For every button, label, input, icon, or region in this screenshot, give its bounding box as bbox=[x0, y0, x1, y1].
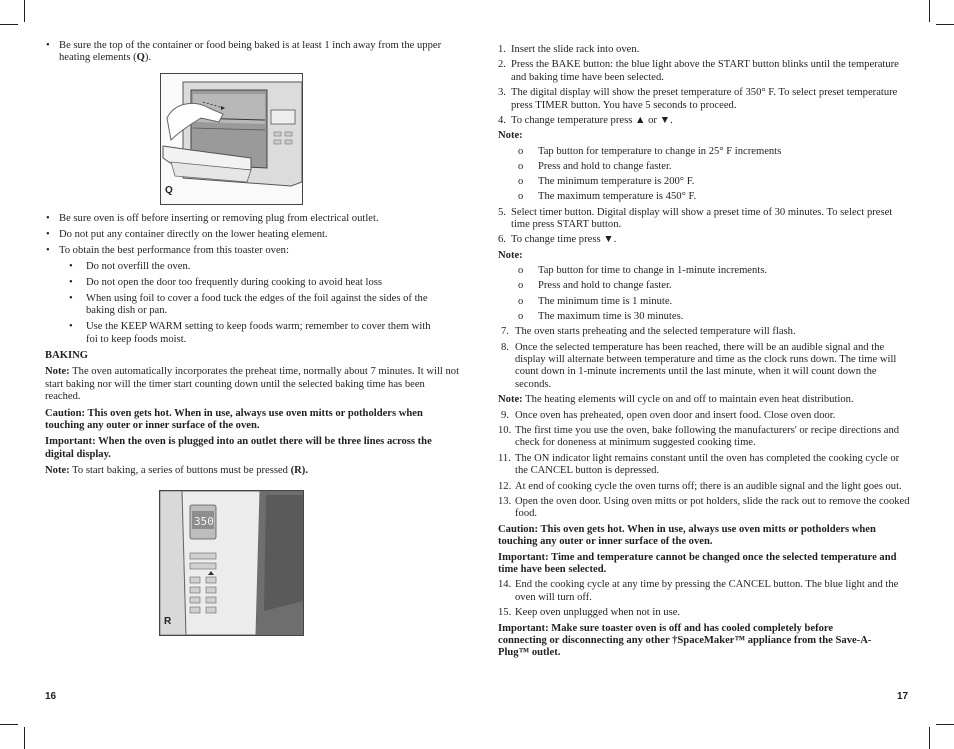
note-item-text: Press and hold to change faster. bbox=[538, 280, 672, 292]
note-label: Note: bbox=[498, 249, 523, 261]
note-bullet: o bbox=[518, 295, 524, 307]
bullet-item bbox=[45, 213, 460, 225]
step-text: Keep oven unplugged when not in use. bbox=[515, 607, 681, 619]
step-item bbox=[498, 453, 912, 478]
step-item bbox=[498, 496, 912, 521]
step-item bbox=[498, 207, 912, 232]
crop-mark-bl-v bbox=[24, 727, 25, 749]
sub-bullet-item bbox=[45, 293, 460, 318]
note-label: Note: bbox=[498, 394, 523, 406]
step-text: Open the oven door. Using oven mitts or pot holders, slide the rack out to remove the cooked food. bbox=[515, 495, 910, 520]
bullet-text: Do not put any container directly on the lower heating element. bbox=[59, 228, 328, 240]
note-item bbox=[498, 191, 912, 203]
note-text: The oven automatically incorporates the preheat time, normally about 7 minutes. It will not start baking nor will the timer start counting down until the selected baking time has been reached. bbox=[45, 366, 460, 403]
crop-mark-tr-v bbox=[929, 0, 930, 22]
step-number: 3. bbox=[498, 87, 506, 99]
step-item bbox=[498, 425, 912, 450]
note-item bbox=[498, 280, 912, 292]
bullet-dot: • bbox=[46, 244, 50, 256]
step-text: End the cooking cycle at any time by pressing the CANCEL button. The blue light and the oven will turn off. bbox=[515, 579, 899, 603]
note-item-text: The minimum time is 1 minute. bbox=[538, 295, 673, 307]
note-item-text: Tap button for time to change in 1-minute increments. bbox=[538, 265, 768, 277]
important-text: Important: Make sure toaster oven is off and has cooled completely before connecting or disconnecting any other †SpaceMaker™ appliance from the Save-A-Plug™ outlet. bbox=[498, 622, 872, 659]
note-start-baking bbox=[45, 465, 460, 477]
sub-bullet-text: Do not overfill the oven. bbox=[86, 260, 191, 272]
step-item bbox=[498, 234, 912, 246]
step-item bbox=[498, 481, 912, 493]
bullet-dot: • bbox=[69, 276, 73, 288]
note-baking bbox=[45, 366, 460, 403]
right-page bbox=[498, 44, 912, 660]
sub-bullet-item bbox=[45, 261, 460, 273]
step-number: 12. bbox=[498, 480, 512, 492]
caution-text: Caution: This oven gets hot. When in use, always use oven mitts or potholders when touching any outer or inner surface of the oven. bbox=[45, 407, 423, 432]
note-text: The heating elements will cycle on and off to maintain even heat distribution. bbox=[522, 394, 854, 406]
note-bullet: o bbox=[518, 280, 524, 292]
step-item bbox=[498, 59, 912, 84]
note-item-text: The minimum temperature is 200° F. bbox=[538, 176, 695, 188]
crop-mark-br-v bbox=[929, 727, 930, 749]
step-number: 6. bbox=[498, 234, 506, 246]
caution-text: Caution: This oven gets hot. When in use, always use oven mitts or potholders when touching any outer or inner surface of the oven. bbox=[498, 523, 876, 548]
sub-bullet-text: Use the KEEP WARM setting to keep foods warm; remember to cover them with foi to keep foods moist. bbox=[86, 321, 431, 345]
bullet-dot: • bbox=[46, 228, 50, 240]
step-text: Once oven has preheated, open oven door and insert food. Close oven door. bbox=[515, 409, 836, 421]
step-item bbox=[498, 87, 912, 112]
step-number: 14. bbox=[498, 579, 512, 591]
figure-r-label: R bbox=[164, 616, 172, 628]
crop-mark-bl-h bbox=[0, 724, 18, 725]
step-number: 4. bbox=[498, 115, 506, 127]
note-bullet: o bbox=[518, 145, 524, 157]
bullet-text: Be sure the top of the container or food being baked is at least 1 inch away from the upper heating elements ( bbox=[59, 40, 442, 64]
step-text: Select timer button. Digital display will show a preset time of 30 minutes. To select preset time press START button. bbox=[511, 206, 893, 231]
note-bullet: o bbox=[518, 161, 524, 173]
bullet-item bbox=[45, 40, 460, 65]
note-label: Note: bbox=[498, 130, 523, 142]
bullet-item bbox=[45, 229, 460, 241]
step-number: 7. bbox=[501, 326, 509, 338]
step-text: The digital display will show the preset temperature of 350° F. To select preset temperature press TIMER button. You have 5 seconds to proceed. bbox=[511, 87, 898, 111]
crop-mark-tl-h bbox=[0, 24, 18, 25]
bullet-dot: • bbox=[46, 212, 50, 224]
crop-mark-tl-v bbox=[24, 0, 25, 22]
note-bullet: o bbox=[518, 191, 524, 203]
note-item-text: The maximum temperature is 450° F. bbox=[538, 191, 697, 203]
bullet-text-end: ). bbox=[144, 52, 152, 64]
crop-mark-tr-h bbox=[936, 24, 954, 25]
step-number: 2. bbox=[498, 59, 506, 71]
note-item bbox=[498, 176, 912, 188]
step-number: 10. bbox=[498, 424, 512, 436]
step-text: Once the selected temperature has been reached, there will be an audible signal and the display will alternate between temperature and time as the clock runs down. The time will count down in 1-minute increments until the last minute, when it will count down the seconds. bbox=[515, 341, 897, 390]
sub-bullet-text: When using foil to cover a food tuck the edges of the foil against the sides of the baking dish or pan. bbox=[86, 292, 428, 317]
step-number: 13. bbox=[498, 495, 512, 507]
note-item-text: The maximum time is 30 minutes. bbox=[538, 310, 684, 322]
note-label: Note: bbox=[45, 366, 70, 378]
figure-ref-r: (R). bbox=[290, 465, 308, 477]
step-number: 9. bbox=[501, 409, 509, 421]
sub-bullet-item bbox=[45, 321, 460, 346]
bullet-dot: • bbox=[69, 260, 73, 272]
step-number: 1. bbox=[498, 44, 506, 55]
figure-q-label: Q bbox=[165, 185, 173, 197]
step-number: 11. bbox=[498, 452, 511, 464]
note-item bbox=[498, 161, 912, 173]
figure-q-oven-rack bbox=[160, 73, 303, 205]
control-panel-illustration bbox=[160, 491, 303, 635]
step-item bbox=[498, 579, 912, 604]
step-text: The first time you use the oven, bake following the manufacturers' or recipe directions and check for doneness at minimum suggested cooking time. bbox=[515, 424, 900, 449]
important-text: Important: Time and temperature cannot be changed once the selected temperature and time have been selected. bbox=[498, 551, 897, 575]
step-text: To change temperature press ▲ or ▼. bbox=[511, 115, 673, 127]
step-item bbox=[498, 115, 912, 127]
step-text: The oven starts preheating and the selected temperature will flash. bbox=[515, 326, 796, 338]
page-number-right: 17 bbox=[897, 691, 909, 702]
sub-bullet-text: Do not open the door too frequently during cooking to avoid heat loss bbox=[86, 276, 382, 288]
step-item bbox=[498, 44, 912, 56]
note-item bbox=[498, 311, 912, 323]
note-label: Note: bbox=[45, 465, 70, 477]
step-item bbox=[498, 410, 912, 422]
step-text: Insert the slide rack into oven. bbox=[511, 44, 640, 55]
left-page bbox=[45, 40, 460, 636]
bullet-text: To obtain the best performance from this toaster oven: bbox=[59, 244, 289, 256]
baking-heading: BAKING bbox=[45, 350, 88, 362]
figure-r-display: 350 bbox=[194, 514, 214, 528]
step-number: 15. bbox=[498, 607, 512, 619]
figure-ref-q: Q bbox=[136, 52, 145, 64]
bullet-text: Be sure oven is off before inserting or removing plug from electrical outlet. bbox=[59, 212, 379, 224]
important-text: Important: When the oven is plugged into an outlet there will be three lines across the digital display. bbox=[45, 436, 432, 460]
bullet-dot: • bbox=[69, 292, 73, 304]
note-bullet: o bbox=[518, 310, 524, 322]
note-bullet: o bbox=[518, 265, 524, 277]
step-number: 8. bbox=[501, 341, 509, 353]
step-text: At end of cooking cycle the oven turns off; there is an audible signal and the light goes out. bbox=[515, 480, 902, 492]
oven-rack-illustration bbox=[161, 74, 302, 204]
sub-bullet-item bbox=[45, 277, 460, 289]
figure-r-control-panel bbox=[159, 490, 304, 636]
bullet-dot: • bbox=[46, 40, 50, 51]
step-item bbox=[498, 607, 912, 619]
note-bullet: o bbox=[518, 176, 524, 188]
note-item-text: Tap button for temperature to change in 25° F increments bbox=[538, 145, 782, 157]
step-text: Press the BAKE button: the blue light above the START button blinks until the temperature and baking time have been selected. bbox=[511, 59, 899, 83]
step-text: The ON indicator light remains constant until the oven has completed the cooking cycle or the CANCEL button is depressed. bbox=[515, 452, 900, 477]
step-number: 5. bbox=[498, 206, 506, 218]
note-item bbox=[498, 296, 912, 308]
note-heating bbox=[498, 394, 912, 406]
bullet-item bbox=[45, 245, 460, 257]
note-item-text: Press and hold to change faster. bbox=[538, 161, 672, 173]
step-text: To change time press ▼. bbox=[511, 234, 617, 246]
note-text: To start baking, a series of buttons must be pressed bbox=[69, 465, 291, 477]
crop-mark-br-h bbox=[936, 724, 954, 725]
page-number-left: 16 bbox=[45, 691, 57, 702]
step-item bbox=[498, 326, 912, 338]
step-item bbox=[498, 342, 912, 392]
note-item bbox=[498, 146, 912, 158]
note-item bbox=[498, 265, 912, 277]
bullet-dot: • bbox=[69, 321, 73, 333]
